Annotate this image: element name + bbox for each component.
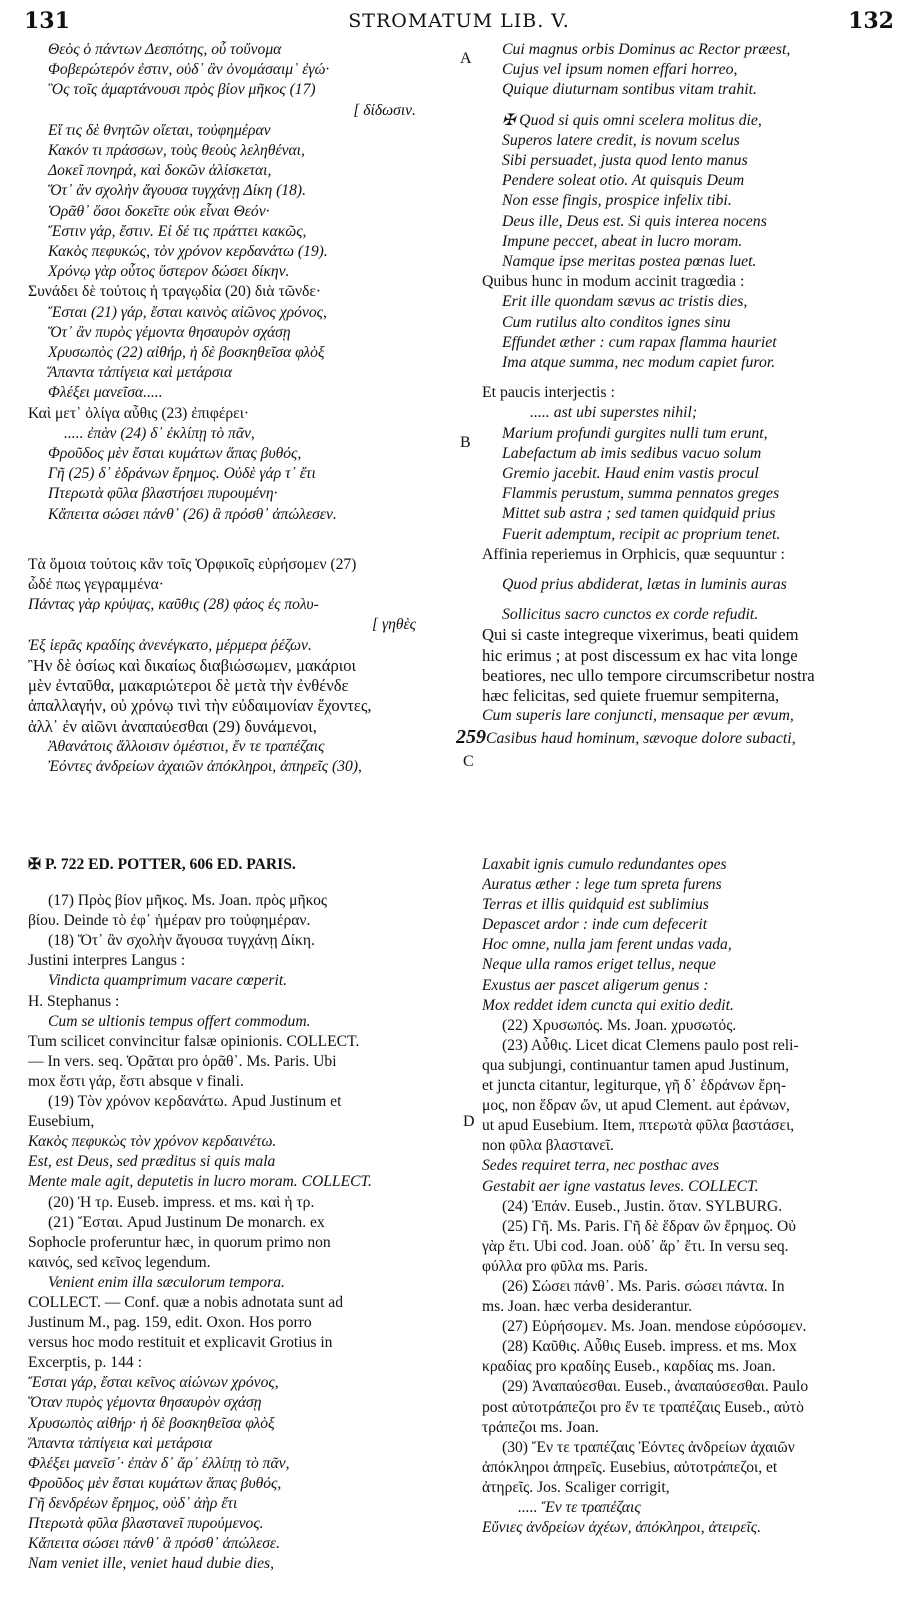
note-line: Φροῦδος μὲν ἔσται κυμάτων ἅπας βυθός, [28,1474,282,1492]
text-line: Χρόνῳ γὰρ οὗτος ὕστερον δώσει δίκην. [48,263,290,281]
text-line: Κακόν τι πράσσων, τοὺς θεοὺς λεληθέναι, [48,142,305,160]
note-line: Sedes requiret terra, nec posthac aves [482,1157,720,1175]
text-line: Ἐξ ἱερᾶς κραδίης ἀνενέγκατο, μέρμερα ῥέζων. [28,636,312,654]
text-line: Quibus hunc in modum accinit tragœdia : [482,273,745,291]
note-line: Auratus æther : lege tum spreta furens [482,876,722,894]
note-line: H. Stephanus : [28,992,120,1010]
text-line: Ὃς τοῖς ἁμαρτάνουσι πρὸς βίον μῆκος (17) [48,81,316,99]
note-line: (24) Ἐπάν. Euseb., Justin. ὅταν. SYLBURG. [502,1197,783,1215]
text-line: beatiores, nec ullo tempore circumscribetur nostra [482,665,815,685]
text-line: ..... ἐπὰν (24) δ᾽ ἐκλίπῃ τὸ πᾶν, [64,424,255,442]
note-line: (18) Ὅτ᾽ ἂν σχολὴν ἄγουσα τυγχάνῃ Δίκη. [48,932,315,950]
note-line: — In vers. seq. Ὁρᾶται pro ὁρᾶθ᾽. Ms. Paris. Ubi [28,1052,337,1070]
text-line: Marium profundi gurgites nulli tum erunt, [502,424,768,442]
text-line: Φοβερώτερόν ἐστιν, οὐδ᾽ ἂν ὀνομάσαιμ᾽ ἐγώ· [48,61,330,79]
right-column-notes [482,855,900,1538]
text-line: Cum rutilus alto conditos ignes sinu [502,313,731,331]
text-line: Labefactum ab imis sedibus vacuo solum [502,444,762,462]
text-line: Mittet sub astra ; sed tamen quidquid prius [502,505,776,523]
note-line: Neque ulla ramos eriget tellus, neque [482,956,716,974]
text-line: Affinia reperiemus in Orphicis, quæ sequuntur : [482,545,785,563]
text-line: Ἔστιν γάρ, ἔστιν. Εἰ δέ τις πράττει κακῶς, [48,222,307,240]
note-line: Γῆ δενδρέων ἔρημος, οὐδ᾽ ἀὴρ ἔτι [28,1494,238,1512]
text-line: Superos latere credit, is novum scelus [502,131,740,149]
text-line: ..... ast ubi superstes nihil; [530,404,698,422]
note-line: τράπεζοι ms. Joan. [482,1418,599,1436]
note-line: Mente male agit, deputetis in lucro moram. COLLECT. [28,1173,372,1191]
text-line: Impune peccet, abeat in lucro moram. [502,232,743,250]
page-header [24,6,894,36]
note-line: Exustus aer pascet aligerum genus : [482,976,709,994]
note-line: Cum se ultionis tempus offert commodum. [48,1012,311,1030]
note-line: Laxabit ignis cumulo redundantes opes [482,856,727,873]
note-line: Ὅταν πυρὸς γέμοντα θησαυρὸν σχάσῃ [28,1394,262,1412]
text-line: Ὅτ᾽ ἂν σχολὴν ἄγουσα τυγχάνῃ Δίκη (18). [48,182,306,200]
text-line: Qui si caste integreque vixerimus, beati quidem [482,625,799,645]
note-line: qua subjungi, continuantur tamen apud Justinum, [482,1056,790,1074]
text-line: Πτερωτὰ φῦλα βλαστήσει πυρουμένη· [48,485,278,503]
note-line: (19) Τὸν χρόνον κερδανάτω. Apud Justinum et [48,1093,342,1111]
note-line: Tum scilicet convincitur falsæ opinionis. COLLECT. [28,1032,360,1050]
note-line: Est, est Deus, sed præditus si quis mala [28,1153,276,1171]
margin-mark-a: A [460,50,472,67]
note-line: καινός, sed κεῖνος legendum. [28,1253,211,1271]
running-title: STROMATUM LIB. V. [348,10,570,32]
note-line: Eusebium, [28,1113,95,1131]
text-line: Ima atque summa, nec modum capiet furor. [502,354,776,372]
note-line: versus hoc modo restituit et explicavit Grotius in [28,1334,333,1352]
margin-mark-b: B [460,434,471,451]
note-line: Ἔσται γάρ, ἔσται κεῖνος αἰώνων χρόνος, [28,1374,279,1392]
note-line: Terras et illis quidquid est sublimius [482,896,709,914]
text-line: ἀπαλλαγήν, οὐ χρόνῳ τινὶ τὴν εὐδαιμονίαν ἔχοντες, [28,696,372,716]
note-line: (20) Ἡ τρ. Euseb. impress. et ms. καὶ ἡ τρ. [48,1193,315,1211]
note-line: COLLECT. — Conf. quæ a nobis adnotata sunt ad [28,1293,344,1311]
text-line: Cui magnus orbis Dominus ac Rector præest, [502,41,791,58]
note-line: mox ἔστι γάρ, ἔστι absque ν finali. [28,1072,244,1090]
note-line: ἀτηρεῖς. Jos. Scaliger corrigit, [482,1478,670,1496]
text-line [482,373,900,383]
note-line: (28) Καῦθις. Αὖθις Euseb. impress. et ms. Mox [502,1338,797,1356]
text-line: Et paucis interjectis : [482,384,615,402]
text-line: Sollicitus sacro cunctos ex corde refudit. [502,606,759,624]
text-line: Φλέξει μανεῖσα..... [48,384,163,402]
note-line: (21) Ἔσται. Apud Justinum De monarch. ex [48,1213,325,1231]
text-line: Sibi persuadet, justa quod lento manus [502,152,748,170]
text-line: Flammis perustum, summa pennatos greges [502,485,780,503]
note-line: Justinum M., pag. 159, edit. Oxon. Hos porro [28,1314,312,1332]
note-line: μος, non ἕδραν ὤν, ut apud Clement. aut ἐράνων, [482,1097,790,1115]
note-line: ἀπόκληροι ἀπηρεῖς. Eusebius, αὐτοτράπεζοι, et [482,1458,778,1476]
text-line: Gremio jacebit. Haud enim vastis procul [502,465,759,483]
left-column-notes [28,855,456,1574]
text-line: Εἴ τις δὲ θνητῶν οἴεται, τοὐφημέραν [48,121,271,139]
note-line: Vindicta quamprimum vacare cœperit. [48,972,288,990]
page-number-259: 259 [456,726,486,748]
note-line: Κακὸς πεφυκὼς τὸν χρόνον κερδαινέτω. [28,1133,277,1151]
note-line: (25) Γῆ. Ms. Paris. Γῆ δὲ ἕδραν ὢν ἔρημος. Οὐ [502,1217,797,1235]
text-line: ἀλλ᾽ ἐν αἰῶνι ἀναπαύεσθαι (29) δυνάμενοι, [28,716,317,736]
text-line: Quod prius abdiderat, lætas in luminis auras [502,576,787,594]
text-line [482,101,900,111]
text-line: Deus ille, Deus est. Si quis interea nocens [502,212,767,230]
note-line: Venient enim illa sæculorum tempora. [48,1273,285,1291]
text-line: [ γηθὲς [372,616,416,634]
text-line: Ἅπαντα τἀπίγεια καὶ μετάρσια [48,364,233,382]
note-line: Excerptis, p. 144 : [28,1354,142,1372]
text-line [482,595,900,605]
note-line: ..... Ἔν τε τραπέζαις [518,1499,641,1516]
text-line: Non esse fingis, prospice infelix tibi. [502,192,732,210]
text-line: Cum superis lare conjuncti, mensaque per ævum, [482,707,794,725]
right-column-text [456,40,900,749]
text-line: Καὶ μετ᾽ ὀλίγα αὖθις (23) ἐπιφέρει· [28,404,250,422]
note-line: Κἄπειτα σώσει πάνθ᾽ ἃ πρόσθ᾽ ἀπώλεσε. [28,1535,280,1553]
text-line: Θεὸς ὁ πάντων Δεσπότης, οὗ τοὔνομα [48,41,282,58]
text-line: Erit ille quondam sævus ac tristis dies, [502,293,748,311]
text-line: Namque ipse meritas postea pœnas luet. [502,253,757,271]
note-line: et juncta citantur, legiturque, γῆ δ᾽ ἑδράνων ἔρη- [482,1077,787,1095]
text-line: hic erimus ; at post discessum ex hac vita longe [482,645,798,665]
text-line: Pendere soleat otio. At quisquis Deum [502,172,745,190]
note-line: Justini interpres Langus : [28,952,186,970]
note-line: (23) Αὖθις. Licet dicat Clemens paulo post reli- [502,1036,799,1054]
text-line: μὲν ἐνταῦθα, μακαριώτεροι δὲ μετὰ τὴν ἐνθένδε [28,676,349,696]
text-line-content: Casibus haud hominum, sævoque dolore subacti, [486,729,796,747]
text-line: ὧδέ πως γεγραμμένα· [28,576,164,594]
text-line: Πάντας γὰρ κρύψας, καῦθις (28) φάος ἐς πολυ- [28,596,319,614]
note-line: Sophocle proferuntur hæc, in quorum primo non [28,1233,331,1251]
note-line: ms. Joan. hæc verba desiderantur. [482,1298,693,1316]
text-line: Effundet æther : cum rapax flamma hauriet [502,333,777,351]
text-line: Τὰ ὅμοια τούτοις κἂν τοῖς Ὀρφικοῖς εὑρήσομεν (27) [28,555,357,573]
page-number-right: 132 [848,8,894,34]
note-line: Ἅπαντα τἀπίγεια καὶ μετάρσια [28,1434,213,1452]
text-line: hæc felicitas, sed quiete fruemur sempiterna, [482,686,780,706]
text-line: Ὅτ᾽ ἂν πυρὸς γέμοντα θησαυρὸν σχάσῃ [48,323,291,341]
page-number-left: 131 [24,8,70,34]
note-line: post αὐτοτράπεζοι pro ἔν τε τραπέζαις Euseb., αὐτὸ [482,1398,804,1416]
note-line: (22) Χρυσωπός. Ms. Joan. χρυσωτός. [502,1016,737,1034]
text-line: Φροῦδος μὲν ἔσται κυμάτων ἅπας βυθός, [48,445,302,463]
note-line: (27) Εὑρήσομεν. Ms. Joan. mendose εὑρόσομεν. [502,1318,807,1336]
note-line: ut apud Eusebium. Item, πτερωτὰ φῦλα βαστάσει, [482,1117,795,1135]
text-line: Ἢν δὲ ὁσίως καὶ δικαίως διαβιώσωμεν, μακάριοι [28,655,356,675]
margin-mark-d: D [463,1113,475,1130]
note-line: Mox reddet idem cuncta qui exitio dedit. [482,996,734,1014]
text-line: Ἐόντες ἀνδρείων ἀχαιῶν ἀπόκληροι, ἀπηρεῖς (30), [48,757,362,775]
left-column-text [28,40,456,777]
note-line: non φῦλα βλαστανεῖ. [482,1137,614,1155]
note-line: Φλέξει μανεῖσ᾽· ἐπὰν δ᾽ ἄρ᾽ ἐλλίπῃ τὸ πᾶν, [28,1454,290,1472]
note-line: φύλλα pro φῦλα ms. Paris. [482,1257,649,1275]
text-line: Κακὸς πεφυκώς, τὸν χρόνον κερδανάτω (19). [48,243,328,261]
note-line: (30) Ἔν τε τραπέζαις Ἐόντες ἀνδρείων ἀχαιῶν [502,1438,795,1456]
edition-reference: ✠ P. 722 ED. POTTER, 606 ED. PARIS. [28,856,296,873]
text-line: Δοκεῖ πονηρά, καὶ δοκῶν ἁλίσκεται, [48,162,272,180]
text-line: [ δίδωσιν. [353,101,416,119]
note-line: Χρυσωπὸς αἰθήρ· ἡ δὲ βοσκηθεῖσα φλὸξ [28,1414,275,1432]
note-line: (29) Ἀναπαύεσθαι. Euseb., ἀναπαύσεσθαι. Paulo [502,1378,809,1396]
note-line: βίου. Deinde τὸ ἐφ᾽ ἡμέραν pro τοὐφημέραν. [28,912,311,930]
note-line: Depascet ardor : inde cum defecerit [482,916,708,934]
note-line: (26) Σώσει πάνθ᾽. Ms. Paris. σώσει πάντα. In [502,1277,785,1295]
margin-mark-c: C [463,753,474,770]
text-line: Γῆ (25) δ᾽ ἑδράνων ἔρημος. Οὐδὲ γάρ τ᾽ ἔτι [48,465,316,483]
note-line: Πτερωτὰ φῦλα βλαστανεῖ πυρούμενος. [28,1515,264,1532]
note-line: Nam veniet ille, veniet haud dubie dies, [28,1555,274,1573]
text-line: Κἄπειτα σώσει πάνθ᾽ (26) ἃ πρόσθ᾽ ἀπώλεσεν. [48,505,337,523]
text-line: Χρυσωπὸς (22) αἰθήρ, ἡ δὲ βοσκηθεῖσα φλὸξ [48,344,325,362]
text-line: Fuerit ademptum, recipit ac proprium tenet. [502,525,781,543]
text-line: Ἀθανάτοις ἄλλοισιν ὁμέστιοι, ἔν τε τραπέζαις [48,737,325,755]
note-line: Εὔνιες ἀνδρείων ἀχέων, ἀπόκληροι, ἀτειρεῖς. [482,1519,761,1537]
text-line [482,565,900,575]
note-line: κραδίας pro κραδίης Euseb., καρδίας ms. Joan. [482,1358,776,1376]
text-line: Quique diuturnam sontibus vitam trahit. [502,81,757,99]
text-line: ✠ Quod si quis omni scelera molitus die, [502,111,762,129]
text-line [28,525,456,555]
note-line: Gestabit aer igne vastatus leves. COLLECT. [482,1177,759,1195]
text-line: Ὁρᾶθ᾽ ὅσοι δοκεῖτε οὐκ εἶναι Θεόν· [48,202,270,220]
note-line: (17) Πρὸς βίον μῆκος. Ms. Joan. πρὸς μῆκος [48,892,328,910]
text-line: Cujus vel ipsum nomen effari horreo, [502,61,738,79]
text-line [456,727,900,749]
text-line: Συνάδει δὲ τούτοις ἡ τραγῳδία (20) διὰ τῶνδε· [28,283,322,301]
text-line: Ἔσται (21) γάρ, ἔσται καινὸς αἰῶνος χρόνος, [48,303,327,321]
note-line: γὰρ ἔτι. Ubi cod. Joan. οὐδ᾽ ἄρ᾽ ἔτι. In versu seq. [482,1237,789,1255]
note-line: Hoc omne, nulla jam ferent undas vada, [482,936,732,954]
